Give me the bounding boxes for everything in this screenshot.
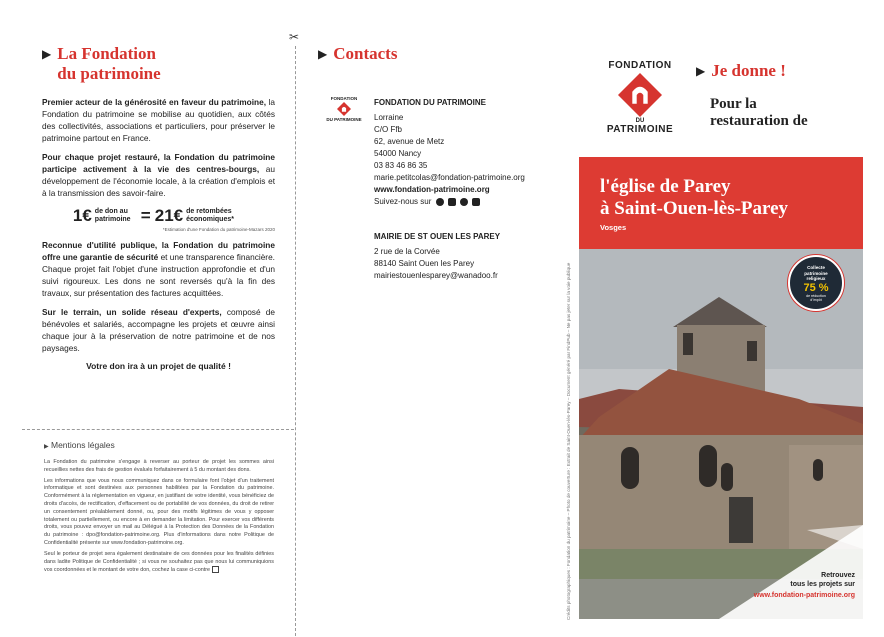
legal-title: ▶ Mentions légales (44, 440, 115, 450)
org-line-1: Lorraine (374, 113, 404, 122)
triangle-arrow-icon: ▶ (44, 444, 49, 450)
contacts-title: ▶ Contacts (318, 44, 398, 63)
pour-la-text: Pour la restauration de (710, 96, 808, 129)
closing-line: Votre don ira à un projet de qualité ! (86, 361, 231, 371)
org-line-4: 54000 Nancy (374, 149, 422, 158)
vertical-credit: Crédits photographiques : Fondation du patrimoine – Photo de couverture : Extrait de Saint-Ouen-lès-Parey – Document généré par FindPub – Ne pas jeter sur la voie publique (566, 262, 571, 620)
org-line-2: C/O Ffb (374, 125, 403, 134)
scissors-icon: ✂ (289, 30, 300, 44)
triangle-arrow-icon: ▶ (318, 47, 328, 61)
title-line-2: du patrimoine (57, 64, 161, 83)
legal-paragraph-1: La Fondation du patrimoine s'engage à reverser au porteur de projet les sommes ainsi recueillies nettes des frais de gestion évalués forfaitairement à 5 du montant des dons. (44, 459, 274, 473)
paragraph-2: Pour chaque projet restauré, la Fondation du patrimoine participe activement à la vie des centres-bourgs, au développement de l'économie locale, à la création d'emplois et à la transmission des savoir-faire. (42, 152, 275, 198)
retrouvez-block: Retrouvez tous les projets sur www.fondation-patrimoine.org (753, 572, 855, 599)
title-line-1: La Fondation (57, 44, 156, 63)
mairie-email[interactable]: mairiestouenlesparey@wanadoo.fr (374, 271, 498, 280)
stat-left-value: 1€ (72, 206, 92, 225)
mairie-line-2: 88140 Saint Ouen les Parey (374, 259, 475, 268)
stat-block (42, 206, 275, 226)
instagram-icon[interactable] (448, 198, 456, 206)
opt-out-checkbox[interactable] (212, 566, 219, 573)
paragraph-4: Sur le terrain, un solide réseau d'experts, composé de bénévoles et salariés, accompagne les projets et œuvre ainsi chaque jour à la préservation de notre patrimoine et de nos paysages. (42, 307, 275, 353)
stat-equals: = (140, 206, 151, 225)
stat-right-value: 21€ (154, 206, 184, 225)
org-phone: 03 83 46 86 35 (374, 161, 428, 170)
stat-footnote: *Estimation d'une Fondation du patrimoine-Mazars 2020 (162, 227, 275, 232)
mairie-contact (374, 231, 574, 282)
mairie-name: MAIRIE DE ST OUEN LES PAREY (374, 232, 501, 241)
twitter-icon[interactable] (460, 198, 468, 206)
facebook-icon[interactable] (436, 198, 444, 206)
org-name: FONDATION DU PATRIMOINE (374, 98, 486, 107)
paragraph-3: Reconnue d'utilité publique, la Fondation du patrimoine offre une garantie de sécurité et une transparence financière. Chaque projet fait l'objet d'une instruction approfondie et d'un suivi rigoureux. Les dons ne sont reversés qu'à la fin des travaux, sur présentation des factures acquittées. (42, 240, 275, 298)
paragraph-1: Premier acteur de la générosité en faveur du patrimoine, la Fondation du patrimoine se mobilise au quotidien, aux côtés des collectivités, associations et particuliers, pour préserver le patrimoine partout en France. (42, 97, 275, 143)
legal-paragraph-3: Seul le porteur de projet sera également destinataire de ces données pour les finalités définies dans ladite Politique de Confidentialité ; si vous ne souhaitez pas que nous lui communiquions vos coordonnées et le montant de votre don, cochez la case ci-contre (44, 550, 274, 574)
triangle-arrow-icon: ▶ (696, 64, 706, 78)
region-label: Vosges (600, 223, 627, 232)
church-title-2: à Saint-Ouen-lès-Parey (600, 198, 789, 219)
triangle-arrow-icon: ▶ (42, 47, 52, 61)
cut-line-horizontal (22, 429, 294, 430)
je-donne-title: ▶ Je donne ! (696, 61, 786, 80)
website-link[interactable]: www.fondation-patrimoine.org (753, 592, 855, 599)
corner-overlay (579, 249, 863, 619)
org-line-3: 62, avenue de Metz (374, 137, 445, 146)
org-email[interactable]: marie.petitcolas@fondation-patrimoine.org (374, 173, 525, 182)
church-title-1: l'église de Parey (600, 176, 731, 197)
main-logo: FONDATION DU PATRIMOINE (606, 60, 674, 135)
left-section-title (42, 44, 275, 84)
stat-right-label: de retombées économiques* (186, 208, 234, 223)
stat-left-label: de don au patrimoine (94, 208, 131, 223)
linkedin-icon[interactable] (472, 198, 480, 206)
legal-section (44, 440, 274, 578)
org-website[interactable]: www.fondation-patrimoine.org (374, 185, 490, 194)
logo-diamond-icon (618, 73, 662, 117)
org-contact (374, 97, 574, 208)
social-row: Suivez-nous sur (374, 196, 574, 208)
church-photo (579, 249, 863, 619)
small-logo: FONDATION DU PATRIMOINE (326, 96, 362, 122)
mairie-line-1: 2 rue de la Corvée (374, 247, 440, 256)
logo-diamond-icon (337, 102, 351, 116)
tax-badge: Collecte patrimoine religieux 75 % de réduction d'impôt (788, 255, 844, 311)
legal-paragraph-2: Les informations que vous nous communiquez dans ce formulaire font l'objet d'un traitement informatique et sont destinées aux personnes habilitées par la Fondation du patrimoine. Conformément à la réglementation en vigueur, en justifiant de votre identité, vous bénéficiez de droits d'accès, de rectification, d'effacement ou de portabilité de vos données, du droit de retirer un consentement préalablement donné, ou, pour des motifs légitimes de vous y opposer totalement ou partiellement, ou encore à en demander la limitation. Pour exercer vos différents droits, vous pouvez envoyer un mail au Délégué à la Protection des Données de la Fondation du patrimoine : dpo@fondation-patrimoine.org. Plus d'informations dans notre Politique de Confidentialité présente sur www.fondation-patrimoine.org. (44, 477, 274, 546)
left-panel (42, 44, 275, 371)
cut-line-vertical (295, 46, 296, 636)
church-banner (579, 157, 863, 249)
